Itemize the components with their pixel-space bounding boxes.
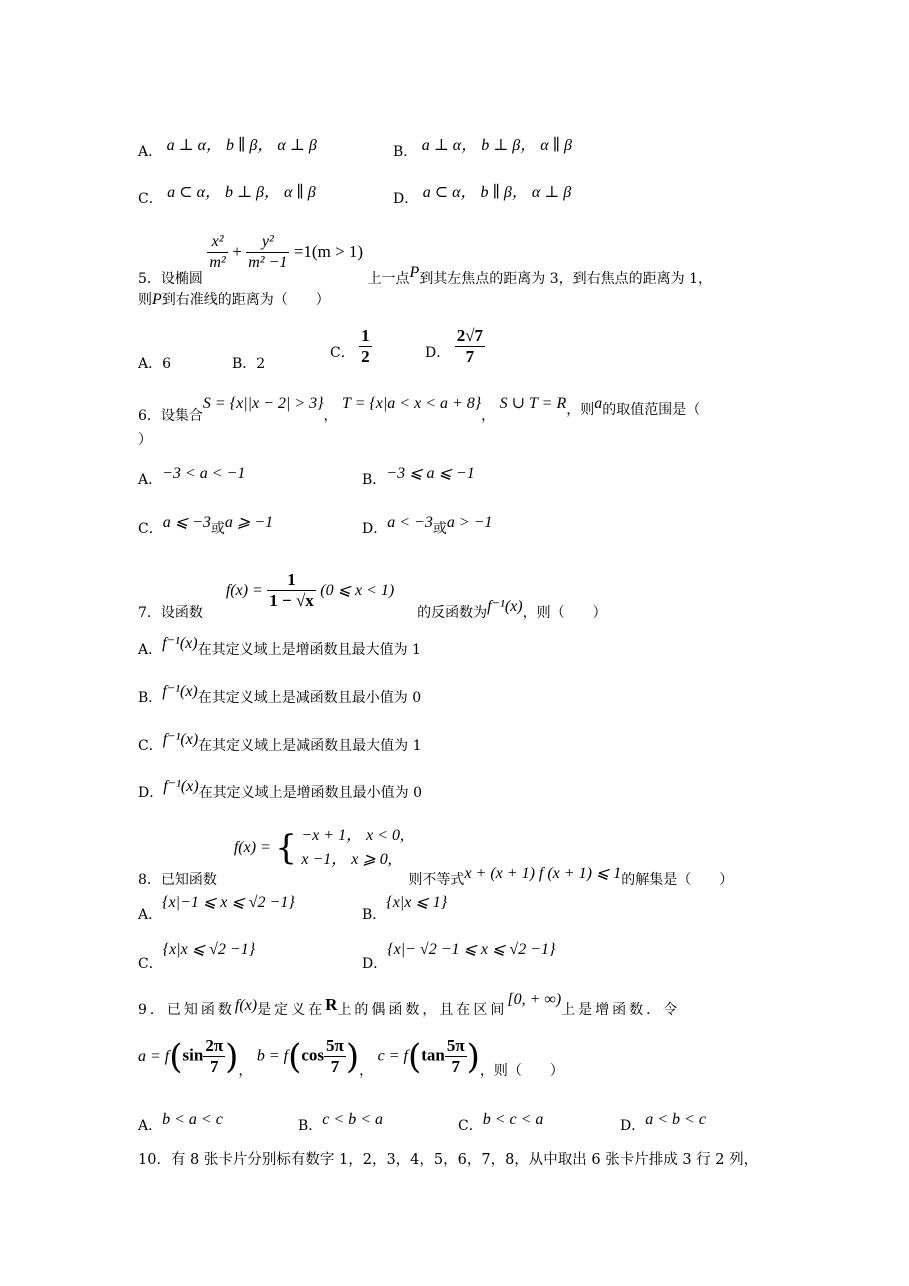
option-label: C． — [458, 1118, 483, 1134]
option-label: D． — [362, 956, 388, 972]
arg-frac — [203, 1036, 225, 1077]
stem-text: 上是增函数．令 — [561, 1002, 681, 1018]
separator: ， — [359, 1062, 374, 1079]
func-fx: f(x) — [234, 997, 258, 1014]
q7-option-b — [138, 682, 422, 706]
paren-open: ( — [169, 1036, 183, 1077]
option-label: D． — [138, 785, 164, 801]
option-label: A． — [138, 642, 163, 658]
case-2: x −1， x ⩾ 0, — [301, 851, 392, 868]
q10-stem — [138, 1150, 758, 1170]
q6-option-c — [138, 513, 274, 537]
piecewise-brace: { — [275, 828, 297, 868]
func-left: f(x) = — [225, 581, 263, 599]
def-a: a = f — [138, 1047, 170, 1065]
option-label: C． — [138, 956, 163, 972]
q7-option-c — [138, 730, 422, 754]
option-math: a ⩾ −1 — [224, 514, 274, 531]
q7-stem — [138, 562, 607, 621]
option-math: {x|− √2 −1 ⩽ x ⩽ √2 −1} — [387, 941, 556, 958]
or-word: 或 — [210, 521, 225, 537]
frac-den: m² — [209, 254, 226, 271]
option-text: A．6 — [138, 356, 172, 372]
var-a: a — [594, 395, 603, 412]
q9-option-c — [458, 1110, 544, 1134]
q9-option-b — [298, 1110, 383, 1134]
option-label: A． — [138, 472, 163, 488]
piecewise-cases — [301, 824, 404, 872]
inverse-func: f⁻¹(x) — [163, 778, 199, 795]
point-p: P — [152, 291, 162, 308]
frac-den: 7 — [209, 1057, 219, 1076]
option-label: D． — [362, 521, 388, 537]
frac-num: 1 — [267, 570, 316, 591]
question-number: 8．已知函数 — [138, 872, 217, 888]
stem-text: 到右准线的距离为（ ） — [161, 292, 330, 308]
option-label: B． — [362, 907, 387, 923]
question-number: 5．设椭圆 — [138, 270, 203, 287]
frac-den: 1 − √x — [269, 591, 314, 610]
q8-stem — [138, 820, 734, 888]
option-math: {x|x ⩽ 1} — [386, 894, 448, 911]
option-math: b < a < c — [162, 1111, 223, 1128]
option-math: c < b < a — [322, 1111, 383, 1128]
option-label: B． — [393, 144, 418, 160]
stem-text: 上的偶函数，且在区间 — [337, 1002, 508, 1018]
func-domain: (0 ⩽ x < 1) — [320, 581, 395, 599]
question-number: 7．设函数 — [138, 604, 203, 621]
inverse-func: f⁻¹(x) — [487, 597, 523, 615]
option-frac — [359, 326, 372, 367]
frac-num: 5π — [326, 1036, 344, 1055]
frac-num: 2π — [205, 1036, 224, 1055]
option-label: C． — [138, 738, 163, 754]
stem-text: 的取值范围是（ — [602, 402, 701, 418]
option-text: 在其定义域上是增函数且最大值为 1 — [197, 642, 421, 658]
or-word: 或 — [432, 521, 447, 537]
set-s: S = {x||x − 2| > 3} — [202, 395, 324, 412]
arg-frac — [445, 1036, 467, 1077]
def-b: b = f — [256, 1047, 289, 1065]
question-text: 10．有 8 张卡片分别标有数字 1，2，3，4，5，6，7，8，从中取出 6 张卡片排成 3 行 2 列， — [138, 1152, 759, 1168]
option-label: C． — [138, 521, 163, 537]
inverse-func: f⁻¹(x) — [162, 731, 199, 748]
option-label: B． — [298, 1118, 323, 1134]
inverse-func: f⁻¹(x) — [162, 683, 198, 700]
option-math: −3 ⩽ a ⩽ −1 — [386, 465, 475, 482]
set-t: T = {x|a < x < a + 8} — [341, 395, 482, 412]
option-label: D． — [620, 1118, 646, 1134]
stem-text: 的反函数为 — [417, 604, 488, 621]
q9-option-d — [620, 1110, 706, 1134]
func-frac — [267, 570, 316, 611]
frac-den: 7 — [330, 1057, 340, 1076]
option-math: a ⩽ −3 — [162, 514, 211, 531]
option-label: A． — [138, 907, 163, 923]
inequality: x + (x + 1) f (x + 1) ⩽ 1 — [464, 865, 622, 882]
option-math: {x|x ⩽ √2 −1} — [162, 941, 256, 958]
stem-text: 的解集是（ ） — [621, 872, 734, 888]
stem-text: ，则 — [566, 402, 595, 418]
q6-option-a — [138, 464, 246, 488]
option-text: B．2 — [232, 356, 266, 372]
ellipse-eq: =1(m > 1) — [293, 241, 364, 261]
q5-option-a — [138, 354, 171, 374]
q5-option-c — [330, 326, 372, 367]
q4-option-c — [138, 183, 316, 207]
option-label: C． — [330, 344, 355, 361]
q5-option-d — [425, 326, 485, 367]
separator: ， — [323, 408, 338, 424]
fn-tan: tan — [421, 1045, 445, 1065]
option-math: a < b < c — [645, 1111, 706, 1128]
paren-close: ) — [225, 1036, 239, 1077]
option-label: D． — [425, 344, 451, 361]
separator: ， — [481, 408, 496, 424]
q9-option-a — [138, 1110, 223, 1134]
point-p: P — [409, 263, 420, 281]
option-label: A． — [138, 144, 163, 160]
fn-cos: cos — [301, 1045, 325, 1065]
frac-den: 2 — [361, 347, 370, 366]
stem-text: 是定义在 — [257, 1002, 326, 1018]
option-label: A． — [138, 1118, 163, 1134]
q5-stem-line2 — [138, 290, 330, 310]
q8-option-c — [138, 940, 256, 972]
stem-text: 则 — [138, 292, 152, 308]
option-label: D． — [393, 191, 419, 207]
frac-num: 5π — [446, 1036, 465, 1055]
paren-open: ( — [288, 1036, 302, 1077]
interval: [0, + ∞) — [507, 991, 562, 1008]
ellipse-frac-2 — [246, 232, 289, 273]
q7-option-d — [138, 777, 423, 801]
q8-option-b — [362, 893, 448, 923]
option-math: a ⊥ α， b ⊥ β， α ∥ β — [421, 137, 572, 154]
question-number: 9．已知函数 — [138, 1002, 235, 1018]
option-math: a ⊥ α， b ∥ β， α ⊥ β — [166, 137, 317, 154]
option-frac — [455, 326, 485, 367]
q6-stem — [138, 394, 701, 424]
stem-text: ，则（ ） — [522, 604, 607, 621]
q5-option-b — [232, 354, 265, 374]
q4-option-a — [138, 136, 317, 160]
option-label: B． — [362, 472, 387, 488]
frac-num: 2√7 — [456, 326, 484, 345]
frac-num: y² — [246, 232, 289, 253]
arg-frac — [324, 1036, 346, 1077]
stem-text: ，则（ ） — [479, 1062, 564, 1079]
stem-text: ） — [138, 432, 152, 448]
separator: ， — [238, 1062, 253, 1079]
q4-option-d — [393, 183, 572, 207]
option-math: b < c < a — [482, 1111, 544, 1128]
q6-option-d — [362, 513, 493, 537]
paren-close: ) — [345, 1036, 360, 1077]
question-number: 6．设集合 — [138, 408, 203, 424]
stem-text: 到其左焦点的距离为 3，到右焦点的距离为 1， — [419, 270, 713, 287]
option-label: C． — [138, 191, 163, 207]
option-text: 在其定义域上是增函数且最小值为 0 — [198, 785, 423, 801]
q6-option-b — [362, 464, 475, 488]
option-math: a < −3 — [387, 514, 433, 531]
frac-den: 7 — [451, 1057, 460, 1076]
option-math: a ⊂ α， b ∥ β， α ⊥ β — [422, 184, 572, 201]
stem-text: 上一点 — [367, 270, 410, 287]
frac-num: x² — [207, 232, 227, 253]
q7-option-a — [138, 634, 421, 658]
frac-den: 7 — [465, 347, 475, 366]
q8-option-a — [138, 893, 295, 923]
frac-den: m² −1 — [248, 254, 288, 271]
q5-stem — [138, 226, 713, 287]
q9-definitions — [138, 1036, 564, 1077]
union-eq: S ∪ T = R — [499, 395, 567, 412]
paren-close: ) — [466, 1036, 480, 1077]
option-math: a > −1 — [446, 514, 493, 531]
ellipse-frac-1 — [207, 232, 227, 273]
q4-option-b — [393, 136, 572, 160]
option-math: a ⊂ α， b ⊥ β， α ∥ β — [167, 184, 316, 201]
option-label: B． — [138, 690, 163, 706]
func-left: f(x) = — [233, 839, 271, 856]
option-math: {x|−1 ⩽ x ⩽ √2 −1} — [162, 894, 295, 911]
q8-option-d — [362, 940, 556, 972]
frac-num: 1 — [361, 326, 370, 345]
plus-sign: + — [232, 241, 242, 261]
fn-sin: sin — [182, 1045, 204, 1065]
inverse-func: f⁻¹(x) — [162, 635, 198, 652]
q9-stem — [138, 991, 681, 1018]
paren-open: ( — [407, 1036, 422, 1077]
stem-text: 则不等式 — [408, 872, 465, 888]
option-text: 在其定义域上是减函数且最大值为 1 — [198, 738, 422, 754]
case-1: −x + 1， x < 0, — [301, 827, 404, 844]
real-set: R — [325, 995, 338, 1014]
def-c: c = f — [377, 1047, 408, 1065]
q6-stem-line2 — [138, 430, 152, 450]
option-text: 在其定义域上是减函数且最小值为 0 — [197, 690, 422, 706]
option-math: −3 < a < −1 — [162, 465, 246, 482]
